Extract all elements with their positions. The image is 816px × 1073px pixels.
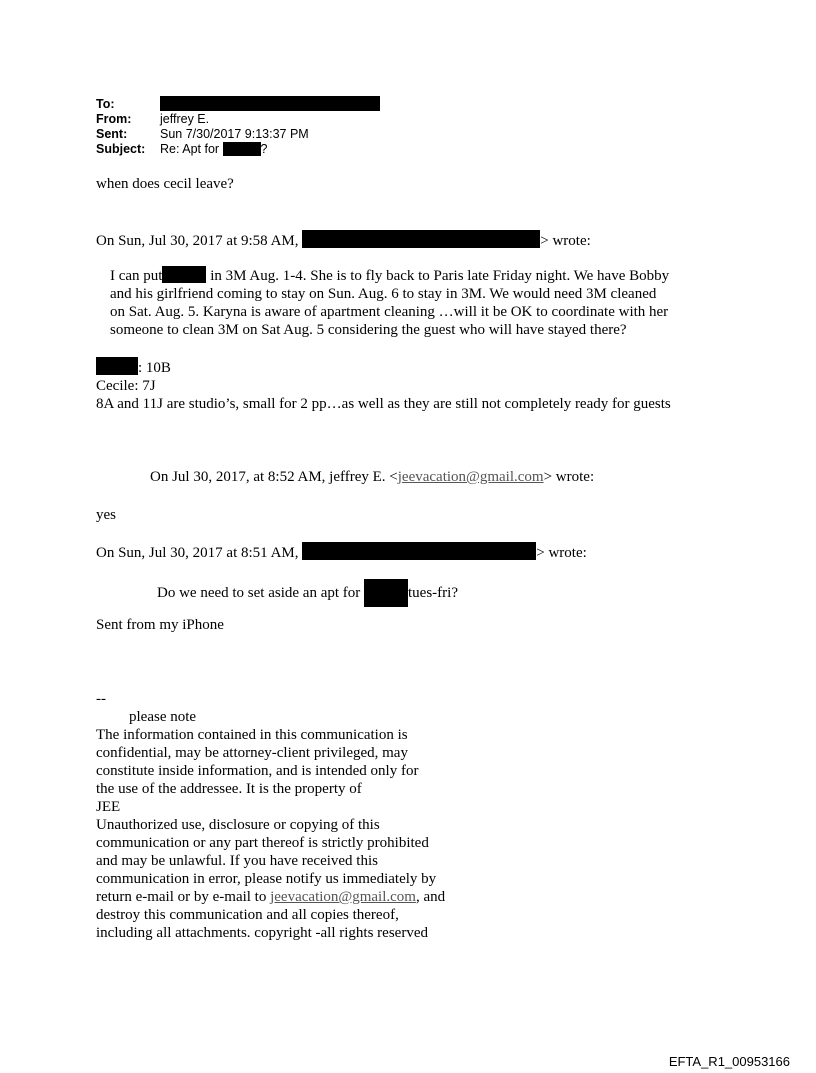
redaction-box <box>96 357 138 375</box>
quote2-intro <box>150 468 594 486</box>
sent-value: Sun 7/30/2017 9:13:37 PM <box>160 127 309 141</box>
disclaimer-line: confidential, may be attorney-client privileged, may <box>96 745 408 761</box>
para1-text-b: in 3M Aug. 1-4. She is to fly back to Paris late Friday night. We have Bobby <box>206 268 670 284</box>
email-link[interactable]: jeevacation@gmail.com <box>270 889 416 905</box>
para1-text-a: I can put <box>110 268 163 284</box>
quote1-intro <box>96 230 591 250</box>
yes-line: yes <box>96 507 116 523</box>
disclaimer-line: communication or any part thereof is strictly prohibited <box>96 835 429 851</box>
redaction-box <box>162 266 206 283</box>
apt-line1-text: : 10B <box>138 360 171 376</box>
para1-line1 <box>110 266 669 285</box>
return-text-a: return e-mail or by e-mail to <box>96 889 271 905</box>
sent-row <box>96 127 380 142</box>
disclaimer-line: the use of the addressee. It is the property of <box>96 781 362 797</box>
bates-number: EFTA_R1_00953166 <box>668 1054 790 1069</box>
from-row <box>96 112 380 127</box>
disclaimer-line: The information contained in this communication is <box>96 727 408 743</box>
apt-line3: 8A and 11J are studio’s, small for 2 pp…as well as they are still not completely ready for guests <box>96 396 671 412</box>
subject-row <box>96 142 380 157</box>
quote2-intro-a: On Jul 30, 2017, at 8:52 AM, jeffrey E. < <box>150 469 398 485</box>
from-label: From: <box>96 112 132 126</box>
sent-from-line: Sent from my iPhone <box>96 617 224 633</box>
para1-line4: someone to clean 3M on Sat Aug. 5 considering the guest who will have stayed there? <box>110 322 627 338</box>
quote1-intro-b: > wrote: <box>540 233 591 249</box>
question-text-a: Do we need to set aside an apt for <box>157 585 365 601</box>
reply-line: when does cecil leave? <box>96 176 234 192</box>
please-note: please note <box>129 709 197 725</box>
to-label: To: <box>96 97 115 111</box>
quoted-paragraph <box>110 266 669 339</box>
email-link[interactable]: jeevacation@gmail.com <box>397 469 544 485</box>
quote3-intro <box>96 542 587 562</box>
redaction-box <box>160 96 380 111</box>
redaction-box <box>223 142 261 156</box>
sent-label: Sent: <box>96 127 128 141</box>
redaction-box <box>302 542 536 560</box>
to-row <box>96 96 380 112</box>
disclaimer-line: Unauthorized use, disclosure or copying of this <box>96 817 380 833</box>
redaction-box <box>302 230 540 248</box>
signature-separator: -- <box>96 691 106 707</box>
apt-line1 <box>96 357 671 377</box>
disclaimer-line: destroy this communication and all copies thereof, <box>96 907 399 923</box>
disclaimer-line: including all attachments. copyright -all rights reserved <box>96 925 428 941</box>
question-text-b: tues-fri? <box>408 585 458 601</box>
apt-line2: Cecile: 7J <box>96 378 156 394</box>
question-line <box>157 579 458 607</box>
disclaimer-line: constitute inside information, and is intended only for <box>96 763 419 779</box>
from-value: jeffrey E. <box>160 112 210 126</box>
disclaimer-line: JEE <box>96 799 121 815</box>
quote2-intro-b: > wrote: <box>543 469 595 485</box>
quote3-intro-a: On Sun, Jul 30, 2017 at 8:51 AM, <box>96 545 303 561</box>
quote1-intro-a: On Sun, Jul 30, 2017 at 9:58 AM, <box>96 233 303 249</box>
para1-line3: on Sat. Aug. 5. Karyna is aware of apartment cleaning …will it be OK to coordinate with her <box>110 304 669 320</box>
disclaimer-text <box>96 726 445 942</box>
disclaimer-line: and may be unlawful. If you have received this <box>96 853 378 869</box>
subject-label: Subject: <box>96 142 146 156</box>
email-header <box>96 96 380 157</box>
para1-line2: and his girlfriend coming to stay on Sun. Aug. 6 to stay in 3M. We would need 3M cleaned <box>110 286 657 302</box>
disclaimer-line-return <box>96 888 445 906</box>
quote3-intro-b: > wrote: <box>536 545 587 561</box>
subject-suffix: ? <box>260 142 268 156</box>
return-text-b: , and <box>415 889 446 905</box>
subject-prefix: Re: Apt for <box>160 142 223 156</box>
disclaimer-line: communication in error, please notify us immediately by <box>96 871 437 887</box>
redaction-box <box>364 579 408 607</box>
apartment-list <box>96 357 671 413</box>
